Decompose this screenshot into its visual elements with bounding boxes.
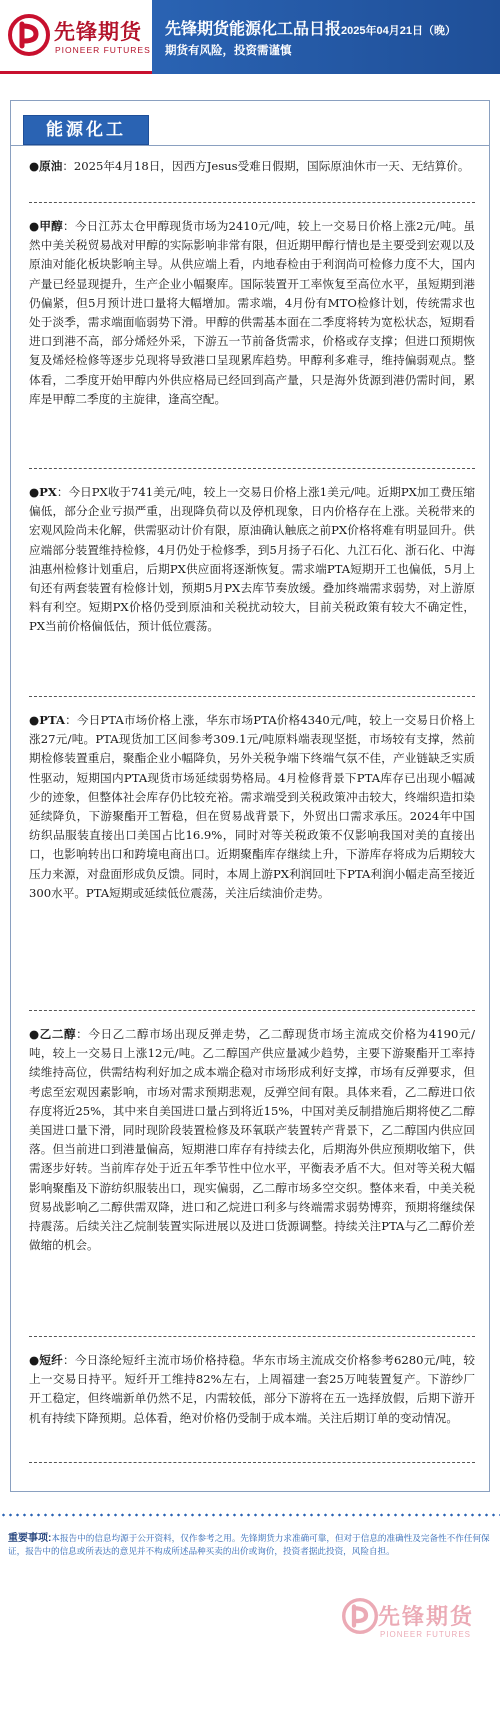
report-title-text: 先锋期货能源化工品日报 xyxy=(165,21,342,38)
footer-divider xyxy=(0,1512,500,1518)
report-header xyxy=(0,0,500,78)
content-frame xyxy=(10,100,490,1492)
commodity-px xyxy=(29,475,475,697)
commodity-label: ●原油 xyxy=(29,159,63,173)
commodity-crude-oil xyxy=(29,151,475,203)
pioneer-logo-icon xyxy=(8,14,50,56)
watermark-english: PIONEER FUTURES xyxy=(380,1630,472,1639)
commodity-text: ：今日涤纶短纤主流市场价格持稳。华东市场主流成交价格参考6280元/吨，较上一交易日持平。短纤开工维持82%左右，上周福建一套25万吨装置复产。下游纱厂开工稳定，但终端新单仍然不足，内需较低，部分下游将在五一选择放假，后期下游开机有持续下降预期。总体看，绝对价格仍受制于成本端。关注后期订单的变动情况。 xyxy=(29,1353,475,1425)
disclaimer-text: 本报告中的信息均源于公开资料，仅作参考之用。先锋期货力求准确可靠，但对于信息的准确性及完备性不作任何保证，报告中的信息或所表达的意见并不构成所述品种买卖的出价或询价，投资者据此投资，风险自担。 xyxy=(8,1533,490,1556)
commodity-text: ：2025年4月18日，因西方Jesus受难日假期，国际原油休市一天、无结算价。 xyxy=(62,159,470,173)
logo-text: 先锋期货 xyxy=(54,19,142,44)
commodity-staple-fiber xyxy=(29,1343,475,1463)
commodity-ethylene-glycol xyxy=(29,1017,475,1337)
logo xyxy=(0,0,152,74)
commodity-methanol xyxy=(29,209,475,469)
report-title xyxy=(165,16,456,39)
watermark-text: 先锋期货 xyxy=(378,1604,475,1630)
commodity-text: ：今日江苏太仓甲醇现货市场为2410元/吨，较上一交易日价格上涨2元/吨。虽然中美关税贸易战对甲醇的实际影响非常有限，但近期甲醇行情也是主要受到宏观以及原油对能化板块影响主导。从供应端上看，内地春检由于利润尚可检修力度不大，国内产量已经显现提升，生产企业小幅聚库。国际装置开工率恢复至高位水平，虽短期到港仍偏紧，但5月预计进口量将大幅增加。需求端，4月份有MTO检修计划，传统需求也处于淡季，需求端面临弱势下滑。甲醇的供需基本面在二季度将转为宽松状态，短期看进口到港不高，部分烯烃外采，下游五一节前备货需求，价格或存支撑；但进口预期恢复及烯烃检修等逐步兑现将导致港口呈现累库趋势。甲醇利多难寻，维持偏弱观点。整体看，二季度开始甲醇内外供应格局已经回到高产量，只是海外货源到港仍需时间，累库是甲醇二季度的主旋律，逢高空配。 xyxy=(29,219,475,406)
commodity-text: ：今日乙二醇市场出现反弹走势，乙二醇现货市场主流成交价格为4190元/吨，较上一交易日上涨12元/吨。乙二醇国产供应量减少趋势，主要下游聚酯开工率持续维持高位，供需结构利好加之成本端企稳对市场形成利好支撑，市场有反弹要求，但考虑至宏观因素影响，市场对需求预期悲观，反弹空间有限。具体来看，乙二醇进口依存度将近25%，其中来自美国进口量占到将近15%，中国对美反制措施后期将使乙二醇美国进口量下滑，同时现阶段装置检修及环氧联产装置转产背景下，乙二醇国内供应回落。但当前进口到港量偏高，短期港口库存有持续去化，后期海外供应预期收缩下，供需逐步好转。当前库存处于近五年季节性中位水平，平衡表矛盾不大。但对等关税大幅影响聚酯及下游纺织服装出口，现实偏弱，乙二醇市场多空交织。整体来看，中美关税贸易战影响乙二醇供需双降，进口和乙烷进口利多与终端需求弱势博弈，预期将继续保持震荡。后续关注乙烷制装置实际进展以及进口货源调整。持续关注PTA与乙二醇价差做缩的机会。 xyxy=(29,1027,475,1253)
section-divider xyxy=(11,145,489,146)
watermark-logo-icon xyxy=(342,1598,378,1634)
commodity-label: ●PTA xyxy=(29,713,65,727)
commodity-label: ●乙二醇 xyxy=(29,1027,77,1041)
commodity-text: ：今日PX收于741美元/吨，较上一交易日价格上涨1美元/吨。近期PX加工费压缩偏低，部分企业亏损严重，出现降负荷以及停机现象，日内价格存在上涨。关税带来的宏观风险尚未化解，供需驱动计价有限，原油确认触底之前PX价格将难有明显回升。供应端部分装置维持检修，4月仍处于检修季，到5月扬子石化、九江石化、浙石化、中海油惠州检修计划重启，后期PX供应面将逐渐恢复。需求端PTA短期开工也偏低，5月上旬还有两套装置有检修计划，预期5月PX去库节奏放缓。叠加终端需求弱势，对上游原料有利空。短期PX价格仍受到原油和关税扰动较大，目前关税政策有较大不确定性，PX当前价格偏低估，预计低位震荡。 xyxy=(29,485,475,634)
report-date: 2025年04月21日（晚） xyxy=(341,25,456,37)
risk-slogan: 期货有风险，投资需谨慎 xyxy=(165,45,292,57)
commodity-label: ●PX xyxy=(29,485,57,499)
section-title: 能源化工 xyxy=(23,115,149,145)
commodity-label: ●甲醇 xyxy=(29,219,63,233)
disclaimer-label: 重要事项: xyxy=(8,1533,52,1544)
commodity-pta xyxy=(29,703,475,1011)
disclaimer xyxy=(8,1532,494,1558)
watermark-logo xyxy=(338,1590,498,1660)
commodity-label: ●短纤 xyxy=(29,1353,63,1367)
logo-english: PIONEER FUTURES xyxy=(55,45,151,55)
commodity-text: ：今日PTA市场价格上涨，华东市场PTA价格4340元/吨，较上一交易日价格上涨27元/吨。PTA现货加工区间参考309.1元/吨原料端表现坚挺，市场较有支撑，然前期检修装置重启，聚酯企业小幅降负，另外关税争端下终端气氛不佳，产业链缺乏实质性驱动，短期国内PTA现货市场延续弱势格局。4月检修背景下PTA库存已出现小幅减少的迹象，但整体社会库存仍比较充裕。需求端受到关税政策冲击较大，终端织造扣染延续降负，下游聚酯开工暂稳，但在贸易战背景下，外贸出口需求承压。2024年中国纺织品服装直接出口美国占比16.9%，同时对等关税政策不仅影响我国对美的直接出口，也影响转出口和跨境电商出口。近期聚酯库存继续上升，下游库存将成为后期较大压力来源，对盘面形成负反馈。同时，本周上游PX利润回吐下PTA利润小幅走高至接近300水平。PTA短期或延续低位震荡，关注后续油价走势。 xyxy=(29,713,475,900)
